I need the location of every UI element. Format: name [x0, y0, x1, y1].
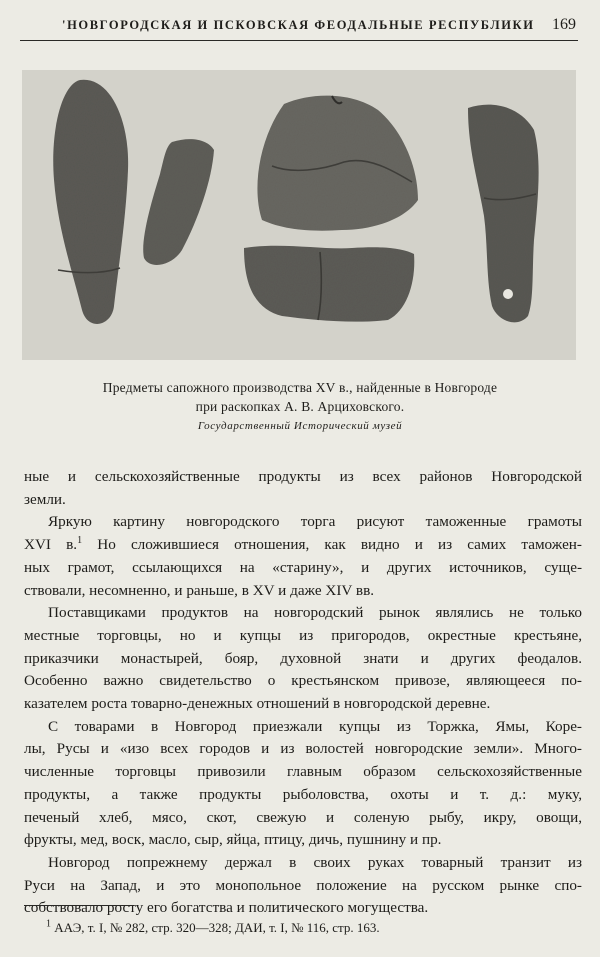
paragraph: [24, 602, 582, 716]
text-line: численные торговцы привозили главным образом сельскохозяйственные: [24, 763, 582, 781]
footnote-rule: [24, 905, 134, 906]
figure-photo-shoe-fragments: [22, 70, 576, 360]
text-line: печеный хлеб, мясо, скот, свежую и соленую рыбу, икру, овощи,: [24, 808, 582, 826]
text-fragment: Но сложившиеся отношения, как видно и из самих таможен-: [82, 536, 582, 554]
text-line: Руси на Запад, и это монопольное положение на русском рынке спо-: [24, 876, 582, 894]
body-text: [24, 466, 582, 920]
text-line: лы, Русы и «изо всех городов и из волостей новгородские земли». Много-: [24, 740, 582, 758]
text-line: Новгород попрежнему держал в своих руках товарный транзит из: [48, 853, 582, 871]
paragraph: [24, 716, 582, 852]
text-fragment: XVI в.: [24, 536, 78, 554]
text-line: ствовали, несомненно, и раньше, в XV и даже XIV вв.: [24, 581, 375, 599]
caption-line: при раскопках А. В. Арциховского.: [195, 399, 405, 414]
paragraph: [24, 466, 582, 511]
text-line: местные торговцы, но и купцы из пригородов, окрестные крестьяне,: [24, 626, 582, 644]
paragraph: [24, 852, 582, 920]
text-line: Поставщиками продуктов на новгородский рынок являлись не только: [48, 604, 582, 622]
text-line: приказчики монастырей, бояр, духовной знати и других феодалов.: [24, 649, 582, 667]
figure-credit: Государственный Исторический музей: [197, 420, 403, 432]
text-line: собствовало росту его богатства и политического могущества.: [24, 899, 429, 917]
footnote-text: ААЭ, т. I, № 282, стр. 320—328; ДАИ, т. I, № 116, стр. 163.: [54, 920, 380, 935]
text-line: Особенно важно свидетельство о крестьянском привозе, являющееся по-: [24, 672, 582, 690]
text-line: ных грамот, ссылающихся на «старину», и других источников, суще-: [24, 558, 582, 576]
shoe-strip-fragment: [244, 246, 414, 322]
text-line: [24, 534, 582, 557]
text-line: Яркую картину новгородского торга рисуют таможенные грамоты: [48, 513, 582, 531]
text-line: фрукты, мед, воск, масло, сыр, яйца, птицу, дичь, пушнину и пр.: [24, 831, 442, 849]
text-line: земли.: [24, 490, 66, 508]
page-header: [20, 14, 578, 41]
figure-caption: [20, 378, 580, 416]
paragraph: [24, 511, 582, 602]
caption-line: Предметы сапожного производства XV в., найденные в Новгороде: [102, 380, 498, 395]
page-number: 169: [552, 16, 576, 33]
footnote: [46, 920, 380, 936]
text-line: казателем роста товарно-денежных отношений в новгородской деревне.: [24, 695, 491, 713]
footnote-marker: 1: [46, 918, 51, 930]
text-line: ные и сельскохозяйственные продукты из всех районов Новгородской: [24, 468, 582, 485]
text-line: С товарами в Новгород приезжали купцы из Торжка, Ямы, Коре-: [48, 717, 582, 735]
running-head: 'НОВГОРОДСКАЯ И ПСКОВСКАЯ ФЕОДАЛЬНЫЕ РЕСПУБЛИКИ: [62, 18, 535, 32]
footnote-ref: 1: [77, 535, 83, 547]
text-line: продукты, а также продукты рыболовства, охоты и т. д.: муку,: [24, 785, 582, 803]
